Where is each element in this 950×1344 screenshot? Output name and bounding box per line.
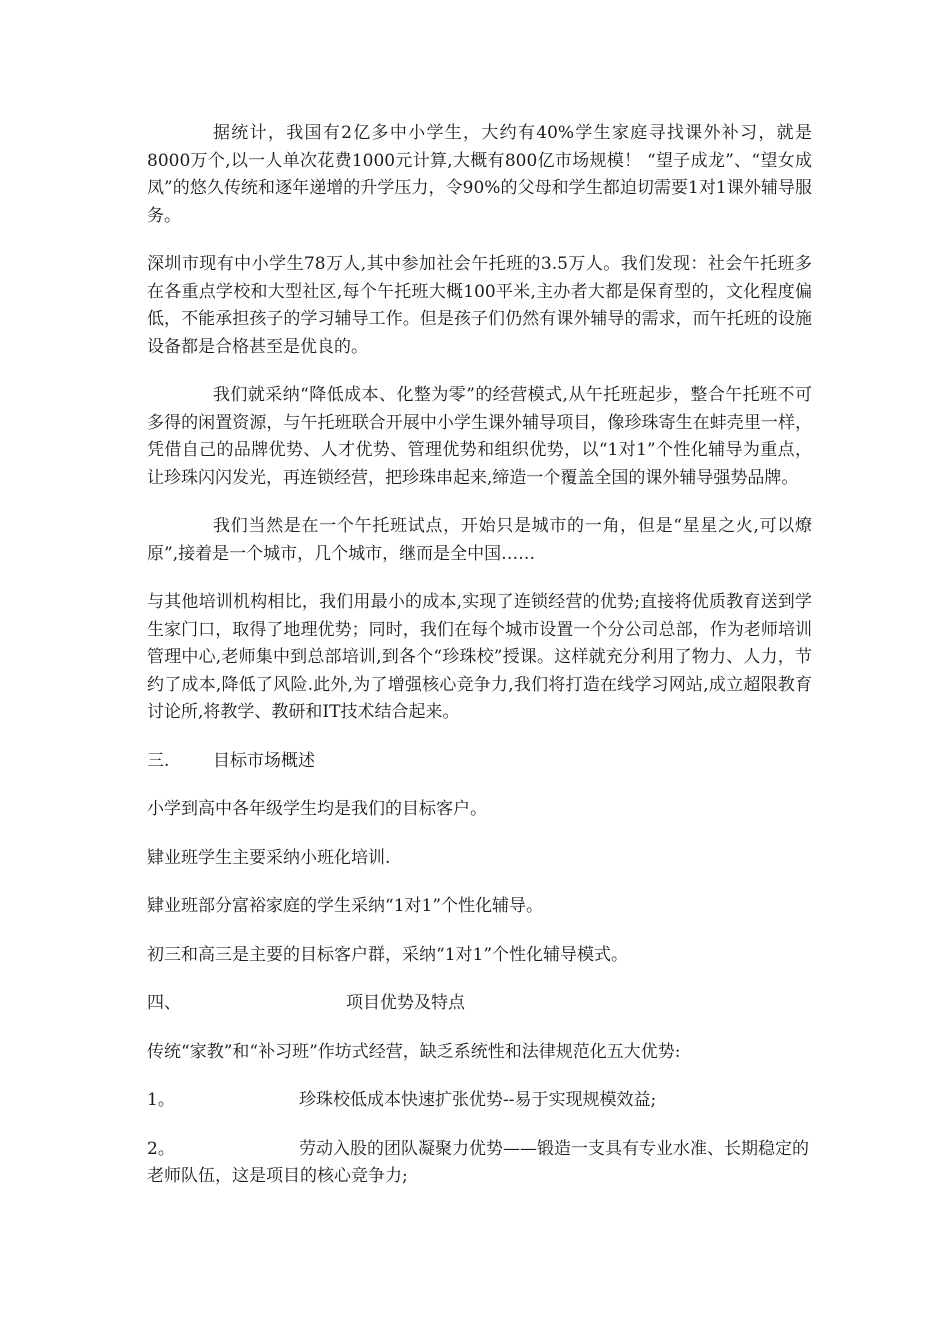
- paragraph-business-model: 我们就采纳“降低成本、化整为零”的经营模式,从午托班起步，整合午托班不可多得的闲置资源，与午托班联合开展中小学生课外辅导项目，像珍珠寄生在蚌壳里一样，凭借自己的品牌优势、人才优势、管理优势和组织优势，以“1对1”个性化辅导为重点，让珍珠闪闪发光，再连锁经营，把珍珠串起来,缔造一个覆盖全国的课外辅导强势品牌。: [147, 385, 812, 488]
- document-page: [147, 120, 812, 1212]
- target-line: 肄业班学生主要采纳小班化培训.: [147, 847, 391, 868]
- target-line: 小学到高中各年级学生均是我们的目标客户。: [147, 799, 487, 819]
- section-number: 四、: [147, 993, 181, 1013]
- target-line: 肄业班部分富裕家庭的学生采纳“1对1”个性化辅导。: [147, 896, 544, 916]
- paragraph-market-size: 据统计，我国有2亿多中小学生，大约有40%学生家庭寻找课外补习，就是8000万个,以一人单次花费1000元计算,大概有800亿市场规模！ “望子成龙”、“望女成凤”的悠久传统和逐年递增的升学压力，令90%的父母和学生都迫切需要1对1课外辅导服务。: [147, 123, 812, 226]
- paragraph-expansion-plan: 我们当然是在一个午托班试点，开始只是城市的一角，但是“星星之火,可以燎原”,接着是一个城市，几个城市，继而是全中国……: [147, 516, 812, 564]
- item-text: 劳动入股的团队凝聚力优势——锻造一支具有专业水准、长期稳定的老师队伍，这是项目的核心竞争力;: [147, 1138, 809, 1186]
- section-number: 三.: [147, 750, 170, 771]
- section-heading-target-market: [147, 748, 812, 776]
- section-heading-project-advantages: [147, 990, 812, 1018]
- target-line: 初三和高三是主要的目标客户群，采纳“1对1”个性化辅导模式。: [147, 944, 629, 965]
- section-title: 项目优势及特点: [346, 993, 465, 1013]
- section-title: 目标市场概述: [213, 750, 315, 771]
- paragraph-shenzhen-survey: 深圳市现有中小学生78万人,其中参加社会午托班的3.5万人。我们发现：社会午托班多在各重点学校和大型社区,每个午托班大概100平米,主办者大都是保育型的，文化程度偏低，不能承担孩子的学习辅导工作。但是孩子们仍然有课外辅导的需求，而午托班的设施设备都是合格甚至是优良的。: [147, 254, 812, 357]
- advantages-intro: 传统“家教”和“补习班”作坊式经营，缺乏系统性和法律规范化五大优势:: [147, 1041, 681, 1062]
- advantage-item: [147, 1087, 812, 1115]
- item-number: 1。: [147, 1090, 175, 1110]
- paragraph-competitive-advantage: 与其他培训机构相比，我们用最小的成本,实现了连锁经营的优势;直接将优质教育送到学生家门口，取得了地理优势；同时，我们在每个城市设置一个分公司总部，作为老师培训管理中心,老师集中到总部培训,到各个“珍珠校”授课。这样就充分利用了物力、人力，节约了成本,降低了风险.此外,为了增强核心竞争力,我们将打造在线学习网站,成立超限教育讨论所,将教学、教研和IT技术结合起来。: [147, 592, 812, 722]
- item-text: 珍珠校低成本快速扩张优势--易于实现规模效益;: [299, 1090, 657, 1110]
- advantage-item: [147, 1136, 812, 1191]
- item-number: 2。: [147, 1138, 175, 1159]
